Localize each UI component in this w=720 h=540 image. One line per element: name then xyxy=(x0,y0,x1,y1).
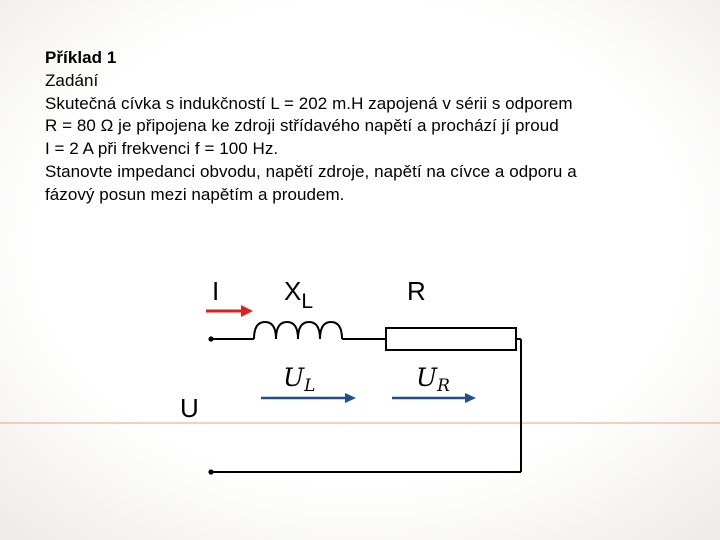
example-title: Příklad 1 xyxy=(45,48,117,67)
problem-line: R = 80 Ω je připojena ke zdroji střídavého napětí a prochází jí proud xyxy=(45,116,559,136)
assignment-heading: Zadání xyxy=(45,70,99,90)
resistor-symbol xyxy=(386,328,516,350)
current-arrow-head xyxy=(241,305,253,317)
coil-voltage-label: $U_L$ xyxy=(283,363,316,396)
inductive-reactance-label: $X_L$ xyxy=(284,276,314,313)
problem-line: Skutečná cívka s indukčností L = 202 m.H zapojená v sérii s odporem xyxy=(45,93,573,113)
coil-symbol xyxy=(254,322,342,339)
problem-line: I = 2 A při frekvenci f = 100 Hz. xyxy=(45,139,279,159)
coil-voltage-arrow-head xyxy=(345,393,356,403)
resistor-voltage-arrow-head xyxy=(465,393,476,403)
current-label: I xyxy=(212,276,220,306)
resistor-label: R xyxy=(407,276,426,306)
source-voltage-label: U xyxy=(180,393,199,423)
problem-line: fázový posun mezi napětím a proudem. xyxy=(45,184,345,204)
resistor-voltage-label: $U_R$ xyxy=(416,363,450,396)
problem-line: Stanovte impedanci obvodu, napětí zdroje, napětí na cívce a odporu a xyxy=(45,161,577,181)
